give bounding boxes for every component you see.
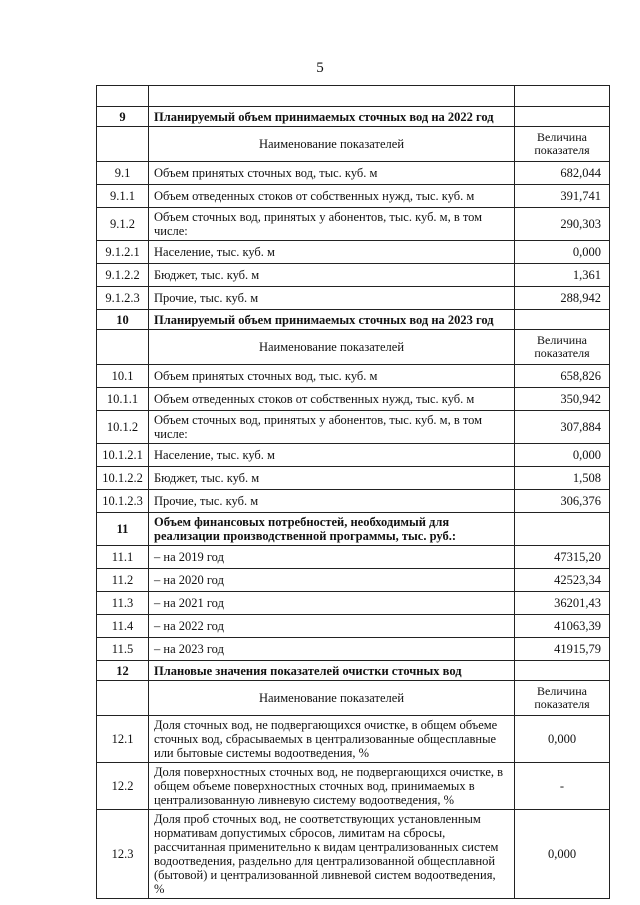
row-number: 11.5 — [97, 638, 149, 661]
row-name: Объем отведенных стоков от собственных нужд, тыс. куб. м — [149, 185, 515, 208]
row-name: – на 2020 год — [149, 569, 515, 592]
row-number: 12.3 — [97, 810, 149, 899]
row-number: 9.1 — [97, 162, 149, 185]
section-header-row — [97, 661, 610, 681]
section-header-row — [97, 310, 610, 330]
row-name: – на 2022 год — [149, 615, 515, 638]
section-title: Плановые значения показателей очистки сточных вод — [149, 661, 515, 681]
row-value: 0,000 — [515, 810, 610, 899]
row-value: 41915,79 — [515, 638, 610, 661]
row-value: - — [515, 763, 610, 810]
row-number: 10.1.2.1 — [97, 444, 149, 467]
section-header-row — [97, 513, 610, 546]
table-row — [97, 287, 610, 310]
section-number: 10 — [97, 310, 149, 330]
row-name: Население, тыс. куб. м — [149, 444, 515, 467]
section-title: Планируемый объем принимаемых сточных вод на 2023 год — [149, 310, 515, 330]
row-name: Объем принятых сточных вод, тыс. куб. м — [149, 162, 515, 185]
column-header-row — [97, 330, 610, 365]
row-name: Объем принятых сточных вод, тыс. куб. м — [149, 365, 515, 388]
table-row — [97, 264, 610, 287]
row-value: 42523,34 — [515, 569, 610, 592]
table-row — [97, 546, 610, 569]
row-value: 1,508 — [515, 467, 610, 490]
row-name: – на 2019 год — [149, 546, 515, 569]
name-column-header: Наименование показателей — [149, 681, 515, 716]
table-row — [97, 467, 610, 490]
row-number: 9.1.2.3 — [97, 287, 149, 310]
section-header-row — [97, 107, 610, 127]
row-number: 9.1.2 — [97, 208, 149, 241]
row-value: 306,376 — [515, 490, 610, 513]
row-number: 10.1.2.2 — [97, 467, 149, 490]
row-value: 288,942 — [515, 287, 610, 310]
table-row — [97, 615, 610, 638]
section-number: 9 — [97, 107, 149, 127]
row-value: 41063,39 — [515, 615, 610, 638]
row-number: 9.1.2.1 — [97, 241, 149, 264]
section-title: Объем финансовых потребностей, необходимый для реализации производственной программы, тыс. руб.: — [149, 513, 515, 546]
row-number: 11.3 — [97, 592, 149, 615]
table-row — [97, 241, 610, 264]
row-name: Бюджет, тыс. куб. м — [149, 467, 515, 490]
table-row — [97, 638, 610, 661]
row-value: 0,000 — [515, 241, 610, 264]
name-column-header: Наименование показателей — [149, 127, 515, 162]
table-row — [97, 490, 610, 513]
value-column-header: Величина показателя — [515, 127, 610, 162]
table-row — [97, 208, 610, 241]
row-value: 350,942 — [515, 388, 610, 411]
row-number: 10.1.2 — [97, 411, 149, 444]
row-name: Население, тыс. куб. м — [149, 241, 515, 264]
table-row — [97, 411, 610, 444]
row-number: 12.1 — [97, 716, 149, 763]
row-value: 307,884 — [515, 411, 610, 444]
row-name: Доля сточных вод, не подвергающихся очистке, в общем объеме сточных вод, сбрасываемых в централизованные общесплавные или бытовые системы водоотведения, % — [149, 716, 515, 763]
row-value: 391,741 — [515, 185, 610, 208]
row-number: 10.1 — [97, 365, 149, 388]
table-row — [97, 365, 610, 388]
row-number: 11.2 — [97, 569, 149, 592]
row-number: 12.2 — [97, 763, 149, 810]
row-name: Прочие, тыс. куб. м — [149, 287, 515, 310]
table-row — [97, 569, 610, 592]
section-number: 11 — [97, 513, 149, 546]
row-name: – на 2021 год — [149, 592, 515, 615]
indicators-table — [96, 85, 610, 899]
name-column-header: Наименование показателей — [149, 330, 515, 365]
row-value: 1,361 — [515, 264, 610, 287]
section-title: Планируемый объем принимаемых сточных вод на 2022 год — [149, 107, 515, 127]
table-row — [97, 716, 610, 763]
row-value: 682,044 — [515, 162, 610, 185]
row-value: 36201,43 — [515, 592, 610, 615]
column-header-row — [97, 127, 610, 162]
table-row — [97, 444, 610, 467]
row-name: Доля поверхностных сточных вод, не подвергающихся очистке, в общем объеме поверхностных сточных вод, принимаемых в централизованную ливневую систему водоотведения, % — [149, 763, 515, 810]
table-row — [97, 592, 610, 615]
section-number: 12 — [97, 661, 149, 681]
row-name: Объем сточных вод, принятых у абонентов, тыс. куб. м, в том числе: — [149, 208, 515, 241]
row-number: 11.4 — [97, 615, 149, 638]
row-value: 290,303 — [515, 208, 610, 241]
row-value: 658,826 — [515, 365, 610, 388]
row-value: 0,000 — [515, 716, 610, 763]
table-row — [97, 388, 610, 411]
row-name: – на 2023 год — [149, 638, 515, 661]
row-name: Бюджет, тыс. куб. м — [149, 264, 515, 287]
row-number: 10.1.1 — [97, 388, 149, 411]
column-header-row — [97, 681, 610, 716]
row-number: 9.1.2.2 — [97, 264, 149, 287]
row-number: 9.1.1 — [97, 185, 149, 208]
row-value: 0,000 — [515, 444, 610, 467]
row-name: Прочие, тыс. куб. м — [149, 490, 515, 513]
row-number: 10.1.2.3 — [97, 490, 149, 513]
table-blank-row — [97, 86, 610, 107]
row-value: 47315,20 — [515, 546, 610, 569]
table-row — [97, 162, 610, 185]
row-name: Объем отведенных стоков от собственных нужд, тыс. куб. м — [149, 388, 515, 411]
row-number: 11.1 — [97, 546, 149, 569]
value-column-header: Величина показателя — [515, 330, 610, 365]
row-name: Доля проб сточных вод, не соответствующих установленным нормативам допустимых сбросов, лимитам на сбросы, рассчитанная применительно к видам централизованных систем водоотведения, раздельно для централизованной общесплавной (бытовой) и централизованной ливневой систем водоотведения, % — [149, 810, 515, 899]
table-row — [97, 810, 610, 899]
table-row — [97, 185, 610, 208]
page-number: 5 — [316, 60, 324, 76]
table-row — [97, 763, 610, 810]
value-column-header: Величина показателя — [515, 681, 610, 716]
row-name: Объем сточных вод, принятых у абонентов, тыс. куб. м, в том числе: — [149, 411, 515, 444]
